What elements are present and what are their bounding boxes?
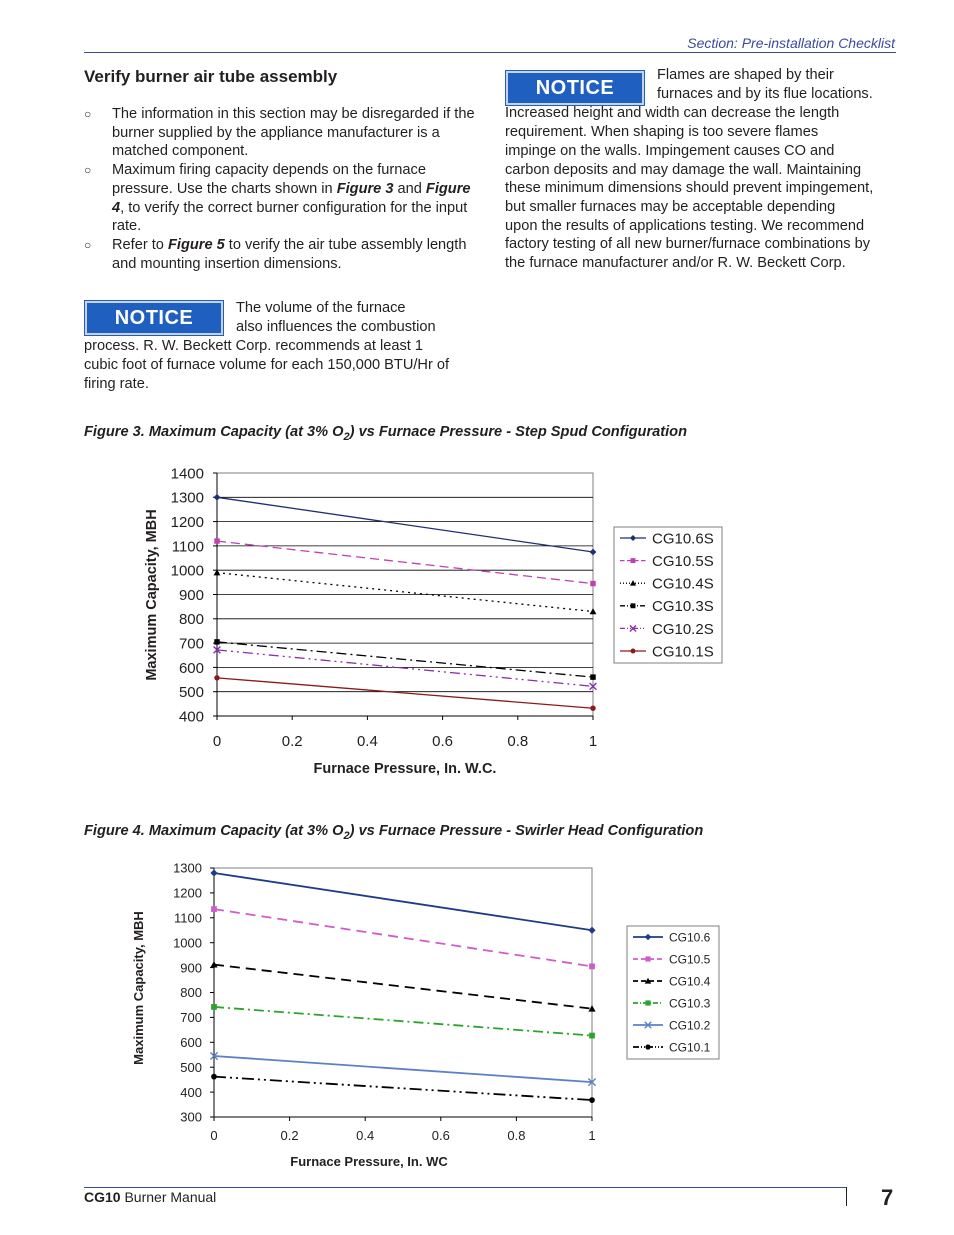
x-tick-label: 0.4 xyxy=(356,1128,375,1143)
y-tick-label: 1000 xyxy=(173,935,202,951)
y-tick-label: 300 xyxy=(180,1109,202,1125)
data-point xyxy=(589,963,595,969)
notice-text-left-5: firing rate. xyxy=(84,376,149,392)
notice-text-right-7: these minimum dimensions should prevent impingement, xyxy=(505,180,874,196)
y-tick-label: 700 xyxy=(180,1010,202,1026)
notice-text-right-1: Flames are shaped by their xyxy=(657,67,834,83)
legend-label: CG10.2 xyxy=(669,1018,711,1033)
y-tick-label: 1300 xyxy=(170,489,204,507)
data-point xyxy=(211,906,217,912)
x-axis-label: Furnace Pressure, In. W.C. xyxy=(313,761,497,777)
x-axis-label: Furnace Pressure, In. WC xyxy=(290,1154,448,1169)
footer-rule xyxy=(84,1187,846,1188)
notice-text-right-5: impinge on the walls. Impingement causes CO and xyxy=(505,143,835,159)
x-tick-label: 0.6 xyxy=(432,733,454,750)
notice-badge-left: NOTICE xyxy=(85,301,223,335)
y-tick-label: 600 xyxy=(180,1034,202,1050)
notice-text-right-10: factory testing of all new burner/furnace combinations by xyxy=(505,236,871,252)
y-tick-label: 1100 xyxy=(171,538,204,556)
notice-text-right-9: upon the results of applications testing. We recommend xyxy=(505,218,865,234)
y-tick-label: 800 xyxy=(180,985,202,1001)
legend-label: CG10.3 xyxy=(669,996,711,1011)
legend-swatch-marker xyxy=(645,956,650,961)
figure-reference: Figure 4 xyxy=(112,180,471,216)
x-tick-label: 1 xyxy=(588,1128,596,1143)
y-tick-label: 800 xyxy=(178,611,204,629)
page-number: 7 xyxy=(881,1185,894,1210)
bullet-marker: ○ xyxy=(84,163,92,178)
y-tick-label: 1000 xyxy=(170,562,204,580)
y-tick-label: 1100 xyxy=(174,910,202,926)
legend-label: CG10.6S xyxy=(652,530,714,548)
y-tick-label: 1200 xyxy=(173,885,202,901)
notice-text-right-3: Increased height and width can decrease the length xyxy=(505,105,840,121)
x-tick-label: 0.8 xyxy=(507,733,529,750)
notice-text-right-6: carbon deposits and may damage the wall. Maintaining xyxy=(505,162,862,178)
y-tick-label: 500 xyxy=(180,1059,202,1075)
bullet-text: and xyxy=(393,180,426,197)
notice-text-right-2: furnaces and by its flue locations. xyxy=(657,86,873,102)
x-tick-label: 1 xyxy=(588,733,598,750)
x-tick-label: 0 xyxy=(212,733,222,750)
notice-text-left-4: cubic foot of furnace volume for each 150,000 BTU/Hr of xyxy=(84,357,450,373)
y-tick-label: 1200 xyxy=(170,514,204,531)
y-axis-label: Maximum Capacity, MBH xyxy=(144,509,160,681)
y-tick-label: 400 xyxy=(178,708,204,726)
bullet-text: to verify the air tube assembly length and mounting insertion dimensions. xyxy=(112,236,467,272)
y-tick-label: 900 xyxy=(180,960,202,976)
x-tick-label: 0.2 xyxy=(280,1128,299,1143)
y-tick-label: 400 xyxy=(180,1084,202,1100)
legend-label: CG10.4S xyxy=(652,575,714,593)
data-point xyxy=(589,1033,595,1039)
notice-text-left-1: The volume of the furnace xyxy=(236,300,406,316)
data-point xyxy=(589,1097,595,1103)
figure3-caption: Figure 3. Maximum Capacity (at 3% $O_2$) vs Furnace Pressure - Step Spud Configuration xyxy=(84,424,687,443)
x-tick-label: 0.8 xyxy=(507,1128,526,1143)
x-tick-label: 0 xyxy=(210,1128,218,1143)
x-tick-label: 0.6 xyxy=(431,1128,450,1143)
notice-text-left-3: process. R. W. Beckett Corp. recommends at least 1 xyxy=(84,338,424,354)
figure-reference: Figure 3 xyxy=(336,180,394,197)
notice-text-right-4: requirement. When shaping is too severe flames xyxy=(505,124,819,140)
legend-label: CG10.1S xyxy=(652,643,714,661)
figure4-caption: Figure 4. Maximum Capacity (at 3% $O_2$) vs Furnace Pressure - Swirler Head Configuration xyxy=(84,823,704,842)
legend-box xyxy=(627,926,719,1059)
y-tick-label: 700 xyxy=(178,635,204,653)
bullet-text: Refer to xyxy=(112,236,168,253)
notice-text-left-2: also influences the combustion xyxy=(236,319,436,335)
section-title: Verify burner air tube assembly xyxy=(84,67,338,86)
footer-divider xyxy=(846,1187,847,1206)
notice-text-right-8: but smaller furnaces may be acceptable depending xyxy=(505,199,836,215)
bullet-marker: ○ xyxy=(84,107,92,121)
notice-badge-right: NOTICE xyxy=(506,71,644,105)
bullet-text: Maximum firing capacity depends on the furnace pressure. Use the charts shown in xyxy=(112,162,426,197)
y-axis-label: Maximum Capacity, MBH xyxy=(131,911,146,1065)
legend-label: CG10.2S xyxy=(652,620,714,638)
bullet-text: The information in this section may be disregarded if the burner supplied by the appliance manufacturer is a matched component. xyxy=(112,106,475,160)
y-tick-label: 1300 xyxy=(173,860,202,876)
y-tick-label: 1400 xyxy=(170,465,204,483)
data-point xyxy=(211,1004,217,1010)
data-point xyxy=(211,1074,217,1080)
legend-swatch-marker xyxy=(645,1044,650,1049)
legend-swatch-marker xyxy=(645,1000,650,1005)
legend-label: CG10.1 xyxy=(669,1040,711,1055)
legend-label: CG10.6 xyxy=(669,930,711,945)
legend-label: CG10.5 xyxy=(669,952,711,967)
notice-text-right-11: the furnace manufacturer and/or R. W. Beckett Corp. xyxy=(505,255,846,271)
y-tick-label: 500 xyxy=(178,684,204,702)
x-tick-label: 0.2 xyxy=(281,733,303,750)
figure-reference: Figure 5 xyxy=(167,236,225,253)
y-tick-label: 600 xyxy=(178,659,204,677)
footer-manual-title: CG10 Burner Manual xyxy=(84,1189,217,1205)
legend-label: CG10.3S xyxy=(652,598,714,616)
x-tick-label: 0.4 xyxy=(356,733,378,750)
section-label: Section: Pre-installation Checklist xyxy=(687,35,895,51)
legend-label: CG10.4 xyxy=(669,974,711,989)
bullet-text: , to verify the correct burner configuration for the input rate. xyxy=(112,199,468,235)
bullet-marker: ○ xyxy=(84,237,92,252)
y-tick-label: 900 xyxy=(178,586,204,604)
legend-label: CG10.5S xyxy=(652,553,714,570)
